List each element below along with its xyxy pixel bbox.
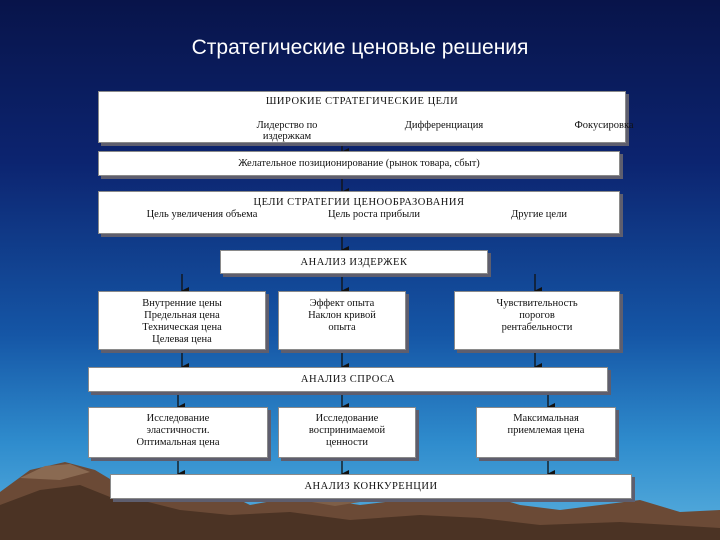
cost-line: Целевая цена xyxy=(152,334,212,345)
cost-analysis-header: АНАЛИЗ ИЗДЕРЖЕК xyxy=(300,257,408,268)
cost-line: Техническая цена xyxy=(142,322,222,333)
cost-analysis-box xyxy=(220,250,488,274)
goal-item: Лидерство по издержкам xyxy=(256,120,318,142)
broad-goals-box xyxy=(98,91,634,143)
cost-line: Эффект опыта xyxy=(309,298,375,309)
cost-line: опыта xyxy=(328,322,356,333)
positioning-text: Желательное позиционирование (рынок товара, сбыт) xyxy=(238,158,480,169)
demand-line: Оптимальная цена xyxy=(136,437,220,448)
competition-analysis-header: АНАЛИЗ КОНКУРЕНЦИИ xyxy=(304,481,438,492)
demand-line: эластичности. xyxy=(146,425,210,436)
demand-box-elasticity xyxy=(88,407,268,458)
pricing-goal-item: Другие цели xyxy=(511,209,567,220)
demand-analysis-header: АНАЛИЗ СПРОСА xyxy=(300,374,396,385)
pricing-goals-box xyxy=(98,191,620,234)
cost-box-internal-prices xyxy=(98,291,266,350)
cost-line: Внутренние цены xyxy=(142,298,222,309)
demand-line: Исследование xyxy=(315,413,379,424)
broad-goals-header: ШИРОКИЕ СТРАТЕГИЧЕСКИЕ ЦЕЛИ xyxy=(265,96,459,107)
demand-box-perceived-value xyxy=(278,407,416,458)
cost-line: Наклон кривой xyxy=(308,310,376,321)
demand-line: Максимальная xyxy=(513,413,579,424)
cost-line: порогов xyxy=(519,310,555,321)
slide-title: Стратегические ценовые решения xyxy=(191,36,529,59)
goal-item: Фокусировка xyxy=(574,120,634,131)
cost-box-experience xyxy=(278,291,406,350)
demand-box-max-price xyxy=(476,407,616,458)
pricing-goal-item: Цель роста прибыли xyxy=(327,209,421,220)
pricing-goals-header: ЦЕЛИ СТРАТЕГИИ ЦЕНООБРАЗОВАНИЯ xyxy=(253,197,465,208)
demand-analysis-box xyxy=(88,367,608,392)
demand-line: приемлемая цена xyxy=(507,425,585,436)
cost-line: Чувствительность xyxy=(496,298,578,309)
positioning-box xyxy=(98,151,620,176)
competition-analysis-box xyxy=(110,474,632,499)
demand-line: Исследование xyxy=(146,413,210,424)
cost-line: рентабельности xyxy=(501,322,573,333)
cost-box-sensitivity xyxy=(454,291,620,350)
goal-item: Дифференциация xyxy=(404,120,484,131)
demand-line: воспринимаемой xyxy=(308,425,386,436)
demand-line: ценности xyxy=(326,437,368,448)
pricing-goal-item: Цель увеличения объема xyxy=(146,209,258,220)
cost-line: Предельная цена xyxy=(144,310,220,321)
